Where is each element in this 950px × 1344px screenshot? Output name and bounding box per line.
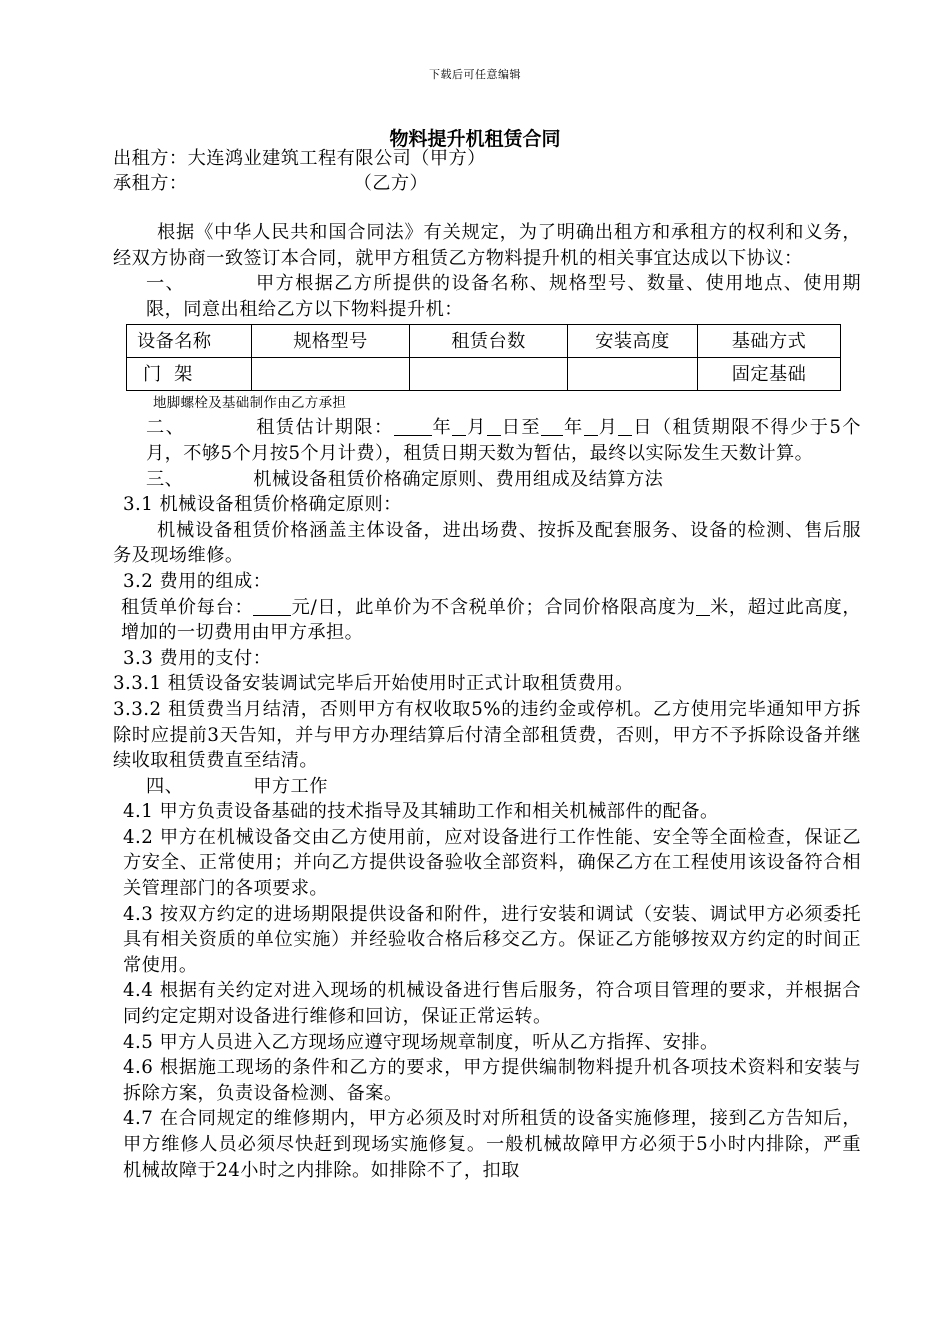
equipment-table-header: [127, 325, 841, 358]
th-quantity: 租赁台数: [410, 325, 568, 358]
section-3-text: 机械设备租赁价格确定原则、费用组成及结算方法: [253, 468, 664, 490]
lessor-line: [113, 146, 861, 171]
list-item: 4.2 甲方在机械设备交由乙方使用前，应对设备进行工作性能、安全等全面检查，保证乙方安全、正常使用；并向乙方提供设备验收全部资料，确保乙方在工程使用该设备符合相关管理部门的各项要求。: [123, 826, 861, 900]
unit-price-blank[interactable]: [253, 597, 291, 616]
section-4: [113, 774, 861, 800]
table-note: 地脚螺栓及基础制作由乙方承担: [153, 395, 347, 412]
th-model: 规格型号: [252, 325, 410, 358]
month-blank-2[interactable]: [584, 417, 598, 436]
section-3-3-title: 3.3 费用的支付：: [123, 647, 272, 669]
header-note: 下载后可任意编辑: [429, 68, 521, 81]
height-blank[interactable]: [696, 597, 710, 616]
document-title: 物料提升机租赁合同: [389, 128, 561, 150]
month-text-2: 月: [597, 417, 619, 439]
cell-quantity: [410, 358, 568, 391]
lessor-name: 大连鸿业建筑工程有限公司（甲方）: [187, 148, 486, 169]
section-3: [113, 467, 861, 493]
day-text-2: 日: [632, 417, 653, 439]
list-item: 4.5 甲方人员进入乙方现场应遵守现场规章制度，听从乙方指挥、安排。: [123, 1031, 719, 1053]
th-equipment-name: 设备名称: [127, 325, 252, 358]
list-item: 4.6 根据施工现场的条件和乙方的要求，甲方提供编制物料提升机各项技术资料和安装与拆除方案，负责设备检测、备案。: [123, 1057, 861, 1104]
table-row: [127, 358, 841, 391]
section-3-2-text: [113, 595, 861, 646]
cell-install-height: [568, 358, 698, 391]
height-text: 米，超过此高度，增加的一切费用由甲方承担。: [121, 596, 861, 644]
section-3-1-text: 机械设备租赁价格涵盖主体设备，进出场费、按拆及配套服务、设备的检测、售后服务及现场维修。: [113, 519, 861, 567]
section-3-1-title: 3.1 机械设备租赁价格确定原则：: [123, 494, 402, 516]
intro-paragraph: 根据《中华人民共和国合同法》有关规定，为了明确出租方和承租方的权利和义务，经双方协商一致签订本合同，就甲方租赁乙方物料提升机的相关事宜达成以下协议：: [113, 222, 861, 269]
year-blank[interactable]: [394, 417, 432, 436]
section-1: [113, 271, 861, 322]
th-foundation: 基础方式: [698, 325, 841, 358]
list-item: 4.3 按双方约定的进场期限提供设备和附件，进行安装和调试（安装、调试甲方必须委托具有相关资质的单位实施）并经验收合格后移交乙方。保证乙方能够按双方约定的时间正常使用。: [123, 903, 861, 976]
section-1-text: 甲方根据乙方所提供的设备名称、规格型号、数量、使用地点、使用期限，同意出租给乙方以下物料提升机：: [146, 273, 861, 320]
section-4-text: 甲方工作: [253, 775, 328, 797]
cell-foundation: 固定基础: [698, 358, 841, 391]
section-2-rest: （租赁期限不得少于5个月，不够5个月按5个月计费），租赁日期天数为暂估，最终以实际发生天数计算。: [146, 417, 862, 464]
lessee-role: （乙方）: [353, 173, 429, 194]
unit-price-label: 租赁单价每台：: [121, 596, 254, 618]
section-2: [113, 415, 861, 466]
cell-model: [252, 358, 410, 391]
day-blank[interactable]: [487, 417, 501, 436]
year-blank-2[interactable]: [541, 417, 563, 436]
year-text: 年: [431, 417, 453, 439]
section-2-number: 二、: [146, 417, 186, 439]
month-blank[interactable]: [452, 417, 466, 436]
unit-price-text: 元/日，此单价为不含税单价；合同价格限高度为: [291, 596, 696, 618]
list-item: 4.4 根据有关约定对进入现场的机械设备进行售后服务，符合项目管理的要求，并根据合同约定定期对设备进行维修和回访，保证正常运转。: [123, 980, 861, 1028]
month-text: 月: [466, 417, 487, 439]
section-1-number: 一、: [146, 273, 186, 295]
th-install-height: 安装高度: [568, 325, 698, 358]
section-3-number: 三、: [146, 468, 184, 490]
lessee-line: [113, 171, 861, 196]
section-2-label: 租赁估计期限：: [255, 417, 394, 439]
section-3-2-title: 3.2 费用的组成：: [123, 570, 272, 592]
section-3-3-2: 3.3.2 租赁费当月结清，否则甲方有权收取5%的违约金或停机。乙方使用完毕通知甲方拆除时应提前3天告知，并与甲方办理结算后付清全部租赁费，否则，甲方不予拆除设备并继续收取租赁费直至结清。: [113, 698, 861, 772]
section-3-3-1: 3.3.1 租赁设备安装调试完毕后开始使用时正式计取租赁费用。: [113, 673, 634, 695]
equipment-table: [126, 324, 841, 391]
list-item: 4.1 甲方负责设备基础的技术指导及其辅助工作和相关机械部件的配备。: [123, 801, 719, 823]
year-text-2: 年: [563, 417, 584, 439]
contract-body: [113, 146, 861, 1183]
day-text: 日至: [500, 417, 541, 439]
list-item: 4.7 在合同规定的维修期内，甲方必须及时对所租赁的设备实施修理，接到乙方告知后，甲方维修人员必须尽快赶到现场实施修复。一般机械故障甲方必须于5小时内排除，严重机械故障于24小时之内排除。如排除不了，扣取: [123, 1108, 861, 1181]
section-4-number: 四、: [146, 775, 184, 797]
lessor-label: 出租方：: [113, 148, 188, 169]
cell-equipment-name: 门 架: [127, 358, 252, 391]
day-blank-2[interactable]: [618, 417, 632, 436]
lessee-label: 承租方：: [113, 173, 188, 194]
